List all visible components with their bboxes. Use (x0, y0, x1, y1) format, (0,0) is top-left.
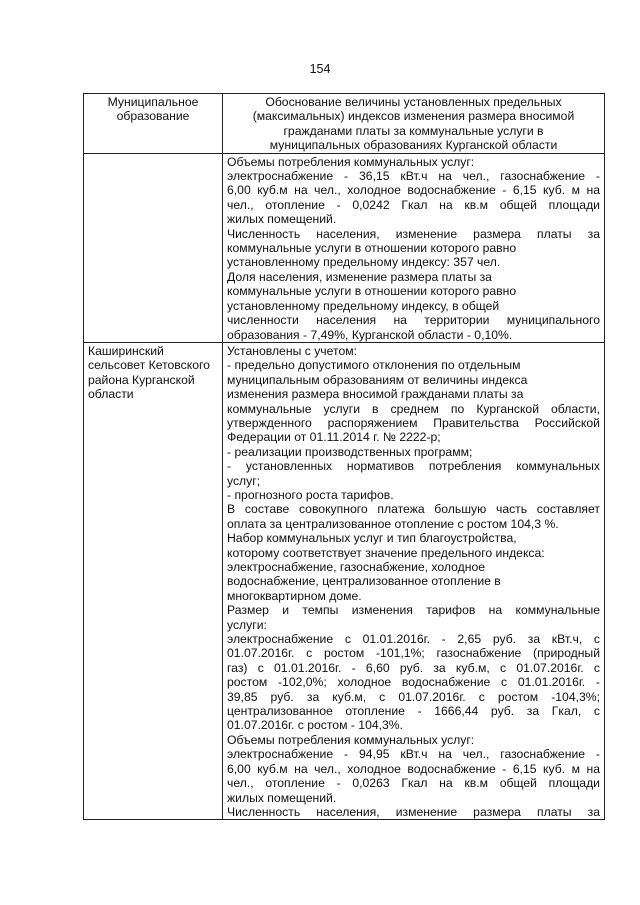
table-header-row (84, 94, 605, 154)
header-right-line: гражданами платы за коммунальные услуги в (283, 123, 544, 138)
justification-text-line: изменения размера вносимой гражданами платы за (227, 387, 524, 402)
header-left-line: Муниципальное (107, 95, 199, 109)
municipality-name-line: Каширинский (88, 343, 164, 358)
justification-text-line: коммунальные услуги в среднем по Курганской области, (227, 401, 600, 416)
justification-text-line: Доля населения, изменение размера платы за (227, 269, 492, 284)
municipality-cell (84, 342, 223, 819)
page-number: 154 (309, 62, 331, 76)
justification-text-line: установленному предельному индексу, в общей (227, 298, 500, 313)
justification-text-line: 01.07.2016г. с ростом - 104,3%. (227, 718, 404, 733)
justification-text-line: жилых помещений. (227, 212, 337, 227)
justification-text-line: многоквартирном доме. (227, 588, 362, 603)
justification-text-line: Установлены с учетом: (227, 343, 357, 358)
justification-cell (223, 342, 605, 819)
justification-text-line: - установленных нормативов потребления коммунальных (227, 459, 600, 474)
municipality-name-line: района Курганской (88, 372, 195, 387)
justification-text-line: ростом -102,0%; холодное водоснабжение с 01.01.2016г. - (227, 675, 600, 690)
justification-text-line: Федерации от 01.11.2014 г. № 2222-р; (227, 430, 441, 445)
justification-text-line: утвержденного распоряжением Правительства Российской (227, 415, 600, 430)
justification-text-line: численности населения на территории муниципального (227, 313, 600, 328)
header-municipality (84, 94, 223, 154)
justification-text-line: чел., отопление - 0,0242 Гкал на кв.м общей площади (227, 197, 600, 212)
justification-text-line: Объемы потребления коммунальных услуг: (227, 732, 475, 747)
municipality-name-line: области (88, 387, 134, 402)
justification-text-line: коммунальные услуги в отношении которого равно (227, 284, 517, 299)
justification-text-line: Объемы потребления коммунальных услуг: (227, 154, 475, 169)
header-right-line: муниципальных образованиях Курганской области (269, 138, 558, 153)
justification-text-line: электроснабжение, газоснабжение, холодное (227, 560, 486, 574)
justification-text-line: чел., отопление - 0,0263 Гкал на кв.м общей площади (227, 776, 600, 791)
justification-text-line: жилых помещений. (227, 790, 337, 805)
justification-text-line: электроснабжение - 36,15 кВт.ч на чел., газоснабжение - (227, 169, 600, 184)
justification-text-line: оплата за централизованное отопление с ростом 104,3 %. (227, 516, 559, 531)
justification-text-line: 01.07.2016г. с ростом -101,1%; газоснабжение (природный (227, 646, 600, 661)
justification-text-line: установленному предельному индексу: 357 чел. (227, 255, 501, 270)
justification-text-line: коммунальные услуги в отношении которого равно (227, 241, 517, 256)
header-right-line: Обоснование величины установленных предельных (265, 95, 562, 109)
municipal-index-table (83, 93, 605, 820)
justification-text-line: услуги: (227, 617, 267, 632)
justification-text-line: - прогнозного роста тарифов. (227, 487, 394, 502)
justification-text-line: 6,00 куб.м на чел., холодное водоснабжение - 6,15 куб. м на (227, 183, 600, 198)
table-row (84, 153, 605, 342)
justification-text-line: 39,85 руб. за куб.м, с 01.07.2016г. с ростом -104,3%; (227, 689, 600, 704)
justification-text-line: услуг; (227, 473, 261, 488)
justification-text-line: Численность населения, изменение размера платы за (227, 226, 600, 241)
header-right-line: (максимальных) индексов изменения размера вносимой (252, 109, 575, 124)
municipality-cell (84, 153, 223, 342)
justification-text-line: централизованное отопление - 1666,44 руб. за Гкал, с (227, 704, 600, 719)
header-justification (223, 94, 605, 154)
justification-text-line: газ) с 01.01.2016г. - 6,60 руб. за куб.м, с 01.07.2016г. с (227, 660, 600, 675)
justification-text-line: - реализации производственных программ; (227, 444, 473, 459)
justification-text-line: 6,00 куб.м на чел., холодное водоснабжение - 6,15 куб. м на (227, 761, 600, 776)
justification-cell (223, 153, 605, 342)
municipality-name-line: сельсовет Кетовского (88, 358, 210, 373)
justification-text-line: которому соответствует значение предельного индекса: (227, 545, 545, 560)
justification-text-line: - предельно допустимого отклонения по отдельным (227, 358, 521, 373)
justification-text-line: образования - 7,49%, Курганской области - 0,10%. (227, 327, 513, 342)
header-left-line: образование (116, 109, 190, 124)
justification-text-line: Набор коммунальных услуг и тип благоустройства, (227, 531, 517, 546)
justification-text-line: Численность населения, изменение размера платы за (227, 804, 600, 819)
justification-text-line: Размер и темпы изменения тарифов на коммунальные (227, 603, 600, 618)
justification-text-line: водоснабжение, централизованное отопление в (227, 574, 501, 589)
justification-text-line: В составе совокупного платежа большую часть составляет (227, 502, 600, 517)
table-row (84, 342, 605, 819)
justification-text-line: электроснабжение - 94,95 кВт.ч на чел., газоснабжение - (227, 747, 600, 762)
justification-text-line: электроснабжение с 01.01.2016г. - 2,65 руб. за кВт.ч, с (227, 632, 600, 647)
justification-text-line: муниципальным образованиям от величины индекса (227, 372, 528, 387)
